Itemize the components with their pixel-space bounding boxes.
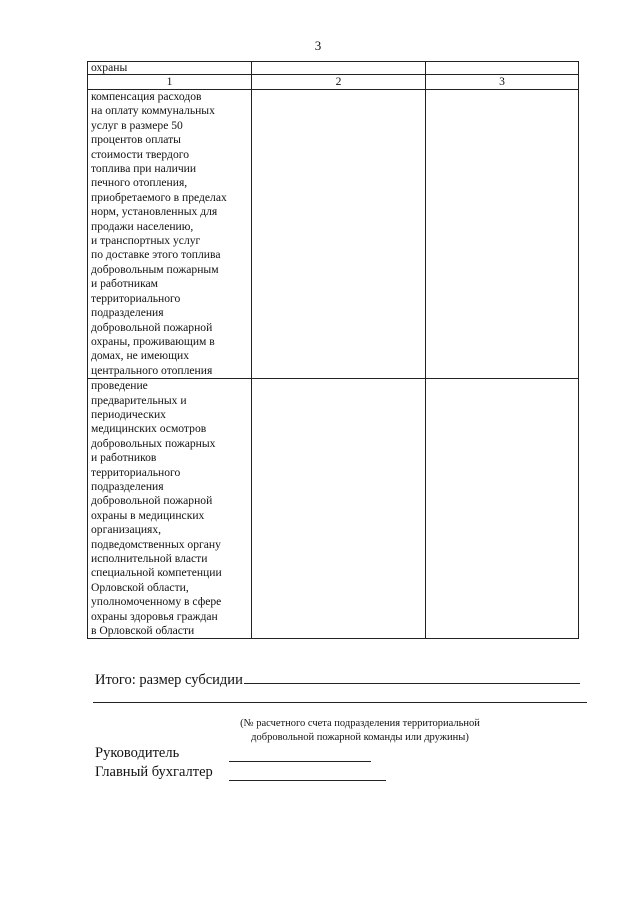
table-cell-empty [426,62,579,75]
table-cell-col3 [426,379,579,639]
account-caption-line-2: добровольной пожарной команды или дружины) [251,732,469,743]
table-row [88,90,579,379]
page-number: 3 [314,38,322,53]
head-signature-row [95,745,179,762]
head-label: Руководитель [95,745,180,761]
table-cell-col2 [252,379,426,639]
column-number-1: 1 [88,75,252,90]
subsidy-table [87,61,579,639]
table-row-continued [88,62,579,75]
table-cell-col3 [426,90,579,379]
column-number-row [88,75,579,90]
head-signature-line [229,761,371,762]
account-caption-line-1: (№ расчетного счета подразделения территориальной [240,718,480,729]
account-number-line [93,702,587,703]
total-fill-line [244,669,580,684]
accountant-label: Главный бухгалтер [95,764,213,780]
table-cell-description [88,90,252,379]
row-text-utilities: компенсация расходов на оплату коммунальных услуг в размере 50 процентов оплаты стоимости твердого топлива при наличии печного отопления, приобретаемого в пределах норм, установленных для продажи населению, и транспортных услуг по доставке этого топлива добровольным пожарным и работникам территориального подразделения добровольной пожарной охраны, проживающим в домах, не имеющих центрального отопления [91,90,227,377]
account-caption [170,717,550,745]
column-number-3: 3 [426,75,579,90]
row-text-medical: проведение предварительных и периодических медицинских осмотров добровольных пожарных и работников территориального подразделения добровольной пожарной охраны в медицинских организациях, подведомственных органу исполнительной власти специальной компетенции Орловской области, уполномоченному в сфере охраны здоровья граждан в Орловской области [91,379,222,638]
total-subsidy-line [95,669,580,689]
column-number-2: 2 [252,75,426,90]
table-row [88,379,579,639]
table-cell-col2 [252,90,426,379]
table-cell-description [88,379,252,639]
accountant-signature-row [95,764,213,781]
total-label: Итого: размер субсидии [95,672,243,688]
accountant-signature-line [229,780,386,781]
table-cell-continued-text: охраны [88,62,252,75]
table-cell-empty [252,62,426,75]
